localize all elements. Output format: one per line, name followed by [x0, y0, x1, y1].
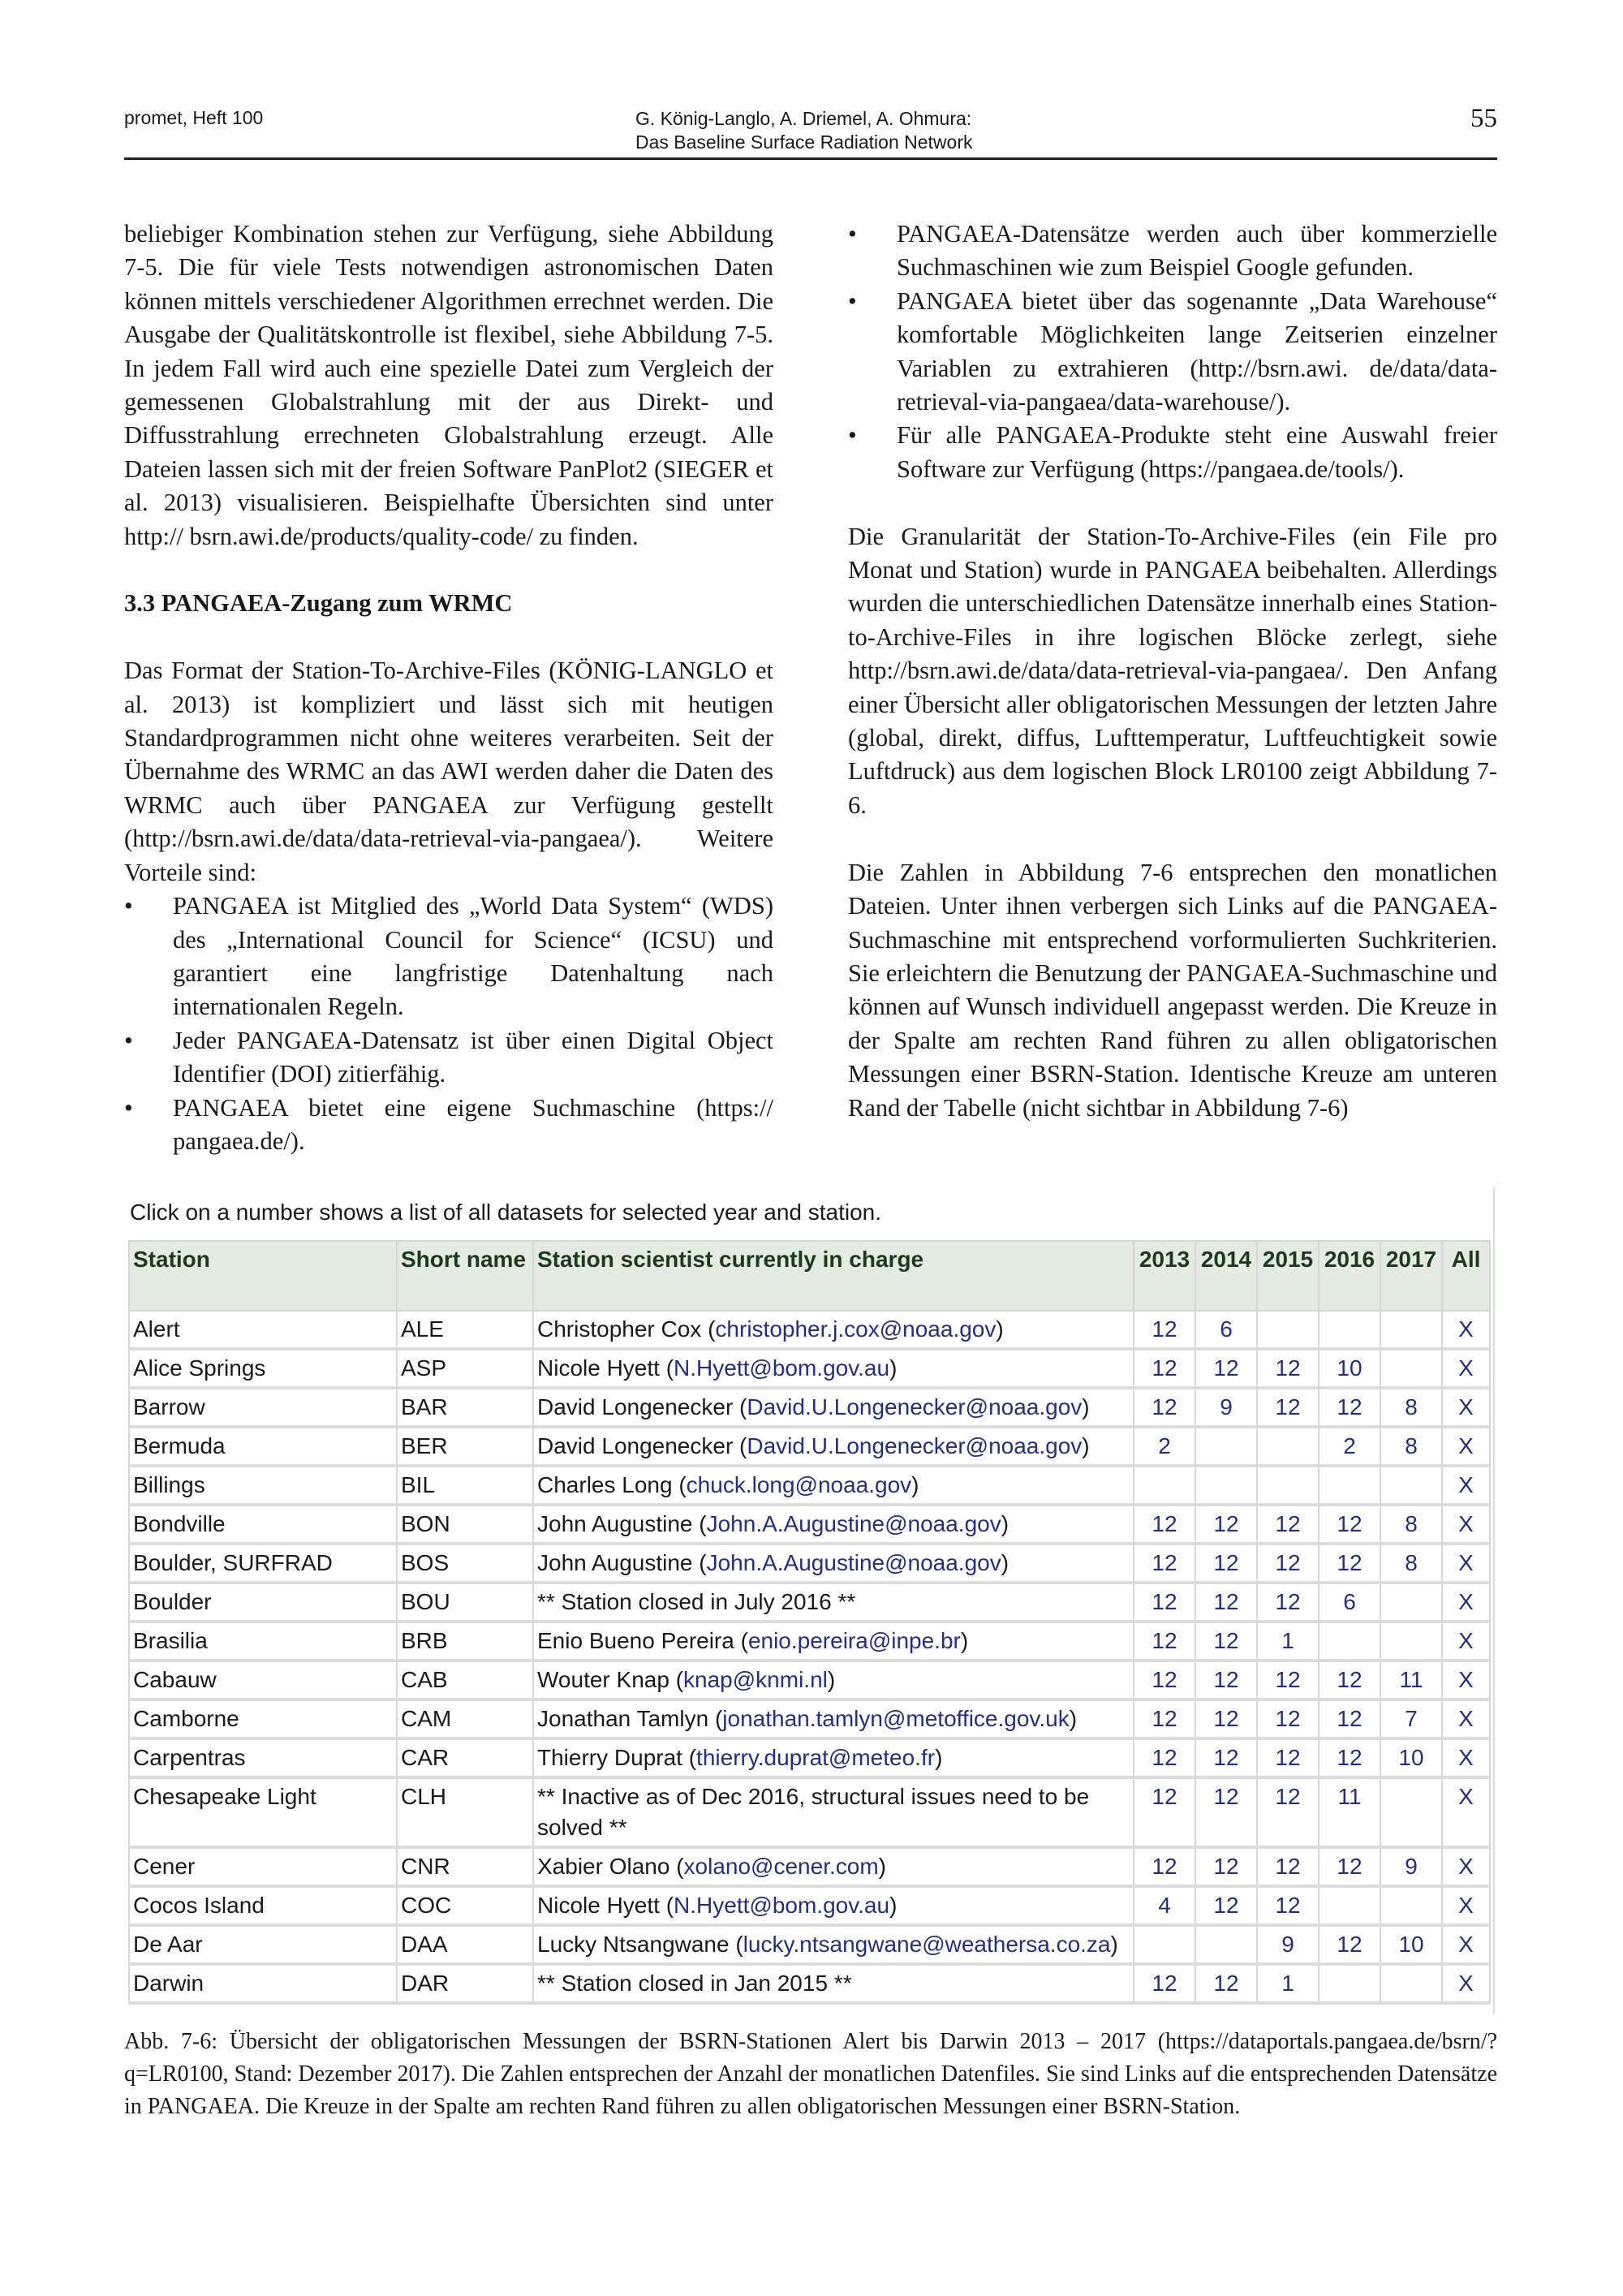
- station-short-name: BON: [397, 1505, 533, 1544]
- list-item: • Für alle PANGAEA-Produkte steht eine Auswahl freier Software zur Verfügung (https://pangaea.de/tools/).: [848, 419, 1497, 486]
- dataset-count-link: [1380, 1964, 1442, 2003]
- station-short-name: DAR: [397, 1964, 533, 2003]
- table-row: [129, 1505, 1490, 1544]
- dataset-count-link[interactable]: 12: [1257, 1583, 1319, 1622]
- figure-screenshot: [122, 1187, 1495, 2014]
- dataset-count-link[interactable]: 11: [1380, 1661, 1442, 1699]
- station-short-name: BIL: [397, 1466, 533, 1505]
- dataset-count-link: [1380, 1622, 1442, 1661]
- column-header: Short name: [397, 1241, 533, 1311]
- column-header: 2016: [1319, 1241, 1380, 1311]
- station-scientist: David Longenecker (David.U.Longenecker@noaa.gov): [533, 1388, 1134, 1427]
- all-datasets-link[interactable]: X: [1442, 1466, 1490, 1505]
- dataset-count-link[interactable]: 12: [1195, 1349, 1257, 1388]
- station-name: Chesapeake Light: [129, 1777, 397, 1847]
- table-row: [129, 1388, 1490, 1427]
- list-item: • Jeder PANGAEA-Datensatz ist über einen Digital Object Identifier (DOI) zitierfähig.: [124, 1024, 773, 1092]
- all-datasets-link[interactable]: X: [1442, 1777, 1490, 1847]
- dataset-count-link[interactable]: 12: [1195, 1544, 1257, 1583]
- dataset-count-link[interactable]: 12: [1319, 1661, 1380, 1699]
- dataset-count-link[interactable]: 9: [1257, 1925, 1319, 1964]
- dataset-count-link[interactable]: 12: [1134, 1847, 1195, 1886]
- all-datasets-link[interactable]: X: [1442, 1738, 1490, 1777]
- station-short-name: BAR: [397, 1388, 533, 1427]
- dataset-count-link: [1319, 1622, 1380, 1661]
- section-heading: 3.3 PANGAEA-Zugang zum WRMC: [124, 589, 513, 618]
- all-datasets-link[interactable]: X: [1442, 1661, 1490, 1699]
- column-header: Station: [129, 1241, 397, 1311]
- station-short-name: BOU: [397, 1583, 533, 1622]
- station-name: Camborne: [129, 1699, 397, 1738]
- header-authors: G. König-Langlo, A. Driemel, A. Ohmura:: [635, 108, 972, 129]
- station-scientist: John Augustine (John.A.Augustine@noaa.gov): [533, 1544, 1134, 1583]
- paragraph: Das Format der Station-To-Archive-Files (KÖNIG-LANGLO et al. 2013) ist kompliziert und lässt sich mit heutigen Standardprogrammen nicht ohne weiteres verarbeiten. Seit der Übernahme des WRMC an das AWI werden daher die Daten des WRMC auch über PANGAEA zur Verfügung gestellt (http://bsrn.awi.de/data/data-retrieval-via-pangaea/). Weitere Vorteile sind:: [124, 657, 773, 886]
- scientist-email-link[interactable]: lucky.ntsangwane@weathersa.co.za: [743, 1932, 1111, 1958]
- paragraph: Die Zahlen in Abbildung 7-6 entsprechen den monatlichen Dateien. Unter ihnen verbergen sich Links auf die PANGAEA-Suchmaschine mit entsprechend vorformulierten Suchkriterien. Sie erleichtern die Benutzung der PANGAEA-Suchmaschine und können auf Wunsch individuell angepasst werden. Die Kreuze in der Spalte am rechten Rand führen zu allen obligatorischen Messungen einer BSRN-Station. Identische Kreuze am unteren Rand der Tabelle (nicht sichtbar in Abbildung 7-6): [848, 858, 1497, 1122]
- scientist-email-link[interactable]: chuck.long@noaa.gov: [686, 1472, 912, 1498]
- scientist-name: Enio Bueno Pereira: [537, 1628, 734, 1654]
- dataset-count-link: [1319, 1886, 1380, 1925]
- dataset-count-link[interactable]: 12: [1257, 1544, 1319, 1583]
- station-scientist: Christopher Cox (christopher.j.cox@noaa.gov): [533, 1311, 1134, 1349]
- station-name: De Aar: [129, 1925, 397, 1964]
- all-datasets-link[interactable]: X: [1442, 1311, 1490, 1349]
- table-row: [129, 1544, 1490, 1583]
- column-header: 2017: [1380, 1241, 1442, 1311]
- dataset-count-link[interactable]: 6: [1319, 1583, 1380, 1622]
- dataset-count-link: [1134, 1925, 1195, 1964]
- two-column-body: [124, 218, 1497, 1158]
- dataset-count-link: [1319, 1466, 1380, 1505]
- scientist-email-link[interactable]: David.U.Longenecker@noaa.gov: [747, 1394, 1083, 1420]
- dataset-count-link[interactable]: 12: [1134, 1349, 1195, 1388]
- page-number: 55: [1470, 104, 1497, 133]
- dataset-count-link[interactable]: 10: [1380, 1925, 1442, 1964]
- dataset-count-link[interactable]: 12: [1134, 1622, 1195, 1661]
- station-note: ** Inactive as of Dec 2016, structural issues need to be solved **: [537, 1784, 1090, 1841]
- all-datasets-link[interactable]: X: [1442, 1925, 1490, 1964]
- dataset-count-link[interactable]: 12: [1257, 1777, 1319, 1847]
- table-row: [129, 1777, 1490, 1847]
- scientist-email-link[interactable]: David.U.Longenecker@noaa.gov: [747, 1433, 1083, 1459]
- dataset-count-link[interactable]: 12: [1195, 1661, 1257, 1699]
- station-name: Brasilia: [129, 1622, 397, 1661]
- dataset-count-link[interactable]: 8: [1380, 1427, 1442, 1466]
- dataset-count-link[interactable]: 12: [1134, 1505, 1195, 1544]
- dataset-count-link[interactable]: 8: [1380, 1544, 1442, 1583]
- station-scientist: David Longenecker (David.U.Longenecker@noaa.gov): [533, 1427, 1134, 1466]
- station-name: Alert: [129, 1311, 397, 1349]
- dataset-count-link[interactable]: 12: [1195, 1738, 1257, 1777]
- dataset-count-link[interactable]: 12: [1319, 1388, 1380, 1427]
- running-header: [124, 104, 1497, 160]
- dataset-count-link[interactable]: 10: [1380, 1738, 1442, 1777]
- dataset-count-link[interactable]: 12: [1134, 1738, 1195, 1777]
- dataset-count-link: [1319, 1964, 1380, 2003]
- all-datasets-link[interactable]: X: [1442, 1583, 1490, 1622]
- scientist-email-link[interactable]: enio.pereira@inpe.br: [747, 1628, 961, 1654]
- station-name: Cocos Island: [129, 1886, 397, 1925]
- table-row: [129, 1583, 1490, 1622]
- dataset-count-link: [1195, 1925, 1257, 1964]
- station-scientist: Jonathan Tamlyn (jonathan.tamlyn@metoffice.gov.uk): [533, 1699, 1134, 1738]
- dataset-count-link: [1319, 1311, 1380, 1349]
- dataset-count-link: [1257, 1466, 1319, 1505]
- dataset-count-link: [1134, 1466, 1195, 1505]
- dataset-count-link[interactable]: 12: [1319, 1505, 1380, 1544]
- station-table: [128, 1240, 1491, 2005]
- scientist-name: Nicole Hyett: [537, 1355, 660, 1381]
- dataset-count-link[interactable]: 8: [1380, 1388, 1442, 1427]
- station-short-name: CNR: [397, 1847, 533, 1886]
- scientist-email-link[interactable]: N.Hyett@bom.gov.au: [674, 1355, 890, 1381]
- column-header: 2014: [1195, 1241, 1257, 1311]
- station-scientist: Nicole Hyett (N.Hyett@bom.gov.au): [533, 1349, 1134, 1388]
- dataset-count-link[interactable]: 12: [1319, 1847, 1380, 1886]
- scientist-name: Thierry Duprat: [537, 1745, 682, 1771]
- table-note: Click on a number shows a list of all datasets for selected year and station.: [130, 1200, 882, 1226]
- dataset-count-link[interactable]: 10: [1319, 1349, 1380, 1388]
- dataset-count-link[interactable]: 9: [1380, 1847, 1442, 1886]
- dataset-count-link[interactable]: 12: [1195, 1847, 1257, 1886]
- dataset-count-link[interactable]: 8: [1380, 1505, 1442, 1544]
- station-name: Cabauw: [129, 1661, 397, 1699]
- all-datasets-link[interactable]: X: [1442, 1886, 1490, 1925]
- scientist-name: Charles Long: [537, 1472, 673, 1498]
- station-short-name: ASP: [397, 1349, 533, 1388]
- header-article-title: Das Baseline Surface Radiation Network: [635, 131, 973, 153]
- dataset-count-link[interactable]: 12: [1134, 1583, 1195, 1622]
- right-column: [848, 218, 1497, 1158]
- column-header: All: [1442, 1241, 1490, 1311]
- figure-caption: Abb. 7-6: Übersicht der obligatorischen Messungen der BSRN-Stationen Alert bis Darwin 2013 – 2017 (https://dataportals.pangaea.de/bsrn/?q=LR0100, Stand: Dezember 2017). Die Zahlen entsprechen der Anzahl der monatlichen Datenfiles. Sie sind Links auf die entsprechenden Datensätze in PANGAEA. Die Kreuze in der Spalte am rechten Rand führen zu allen obligatorischen Messungen einer BSRN-Station.: [124, 2029, 1497, 2120]
- all-datasets-link[interactable]: X: [1442, 1544, 1490, 1583]
- table-row: [129, 1427, 1490, 1466]
- table-row: [129, 1349, 1490, 1388]
- list-item: • PANGAEA bietet eine eigene Suchmaschine (https:// pangaea.de/).: [124, 1092, 773, 1159]
- dataset-count-link: [1380, 1583, 1442, 1622]
- dataset-count-link[interactable]: 1: [1257, 1622, 1319, 1661]
- table-header-row: [129, 1241, 1490, 1311]
- table-row: [129, 1925, 1490, 1964]
- dataset-count-link: [1195, 1427, 1257, 1466]
- station-short-name: CAB: [397, 1661, 533, 1699]
- journal-name: promet, Heft 100: [124, 107, 264, 128]
- dataset-count-link[interactable]: 12: [1134, 1388, 1195, 1427]
- scientist-name: Xabier Olano: [537, 1854, 670, 1880]
- paragraph: beliebiger Kombination stehen zur Verfügung, siehe Abbildung 7-5. Die für viele Tests notwendigen astronomischen Daten können mittels verschiedener Algorithmen errechnet werden. Die Ausgabe der Qualitätskontrolle ist flexibel, siehe Abbildung 7-5. In jedem Fall wird auch eine spezielle Datei zum Vergleich der gemessenen Globalstrahlung mit der aus Direkt- und Diffusstrahlung errechneten Globalstrahlung erzeugt. Alle Dateien lassen sich mit der freien Software PanPlot2 (SIEGER et al. 2013) visualisieren. Beispielhafte Übersichten sind unter http:// bsrn.awi.de/products/quality-code/ zu finden.: [124, 220, 773, 550]
- scientist-name: John Augustine: [537, 1511, 693, 1537]
- station-name: Cener: [129, 1847, 397, 1886]
- station-scientist: Enio Bueno Pereira (enio.pereira@inpe.br): [533, 1622, 1134, 1661]
- dataset-count-link[interactable]: 12: [1195, 1964, 1257, 2003]
- dataset-count-link: [1380, 1311, 1442, 1349]
- station-short-name: COC: [397, 1886, 533, 1925]
- dataset-count-link[interactable]: 12: [1257, 1661, 1319, 1699]
- dataset-count-link[interactable]: 12: [1257, 1388, 1319, 1427]
- table-row: [129, 1622, 1490, 1661]
- scientist-name: David Longenecker: [537, 1394, 734, 1420]
- table-row: [129, 1847, 1490, 1886]
- scientist-email-link[interactable]: christopher.j.cox@noaa.gov: [715, 1316, 997, 1342]
- dataset-count-link[interactable]: 1: [1257, 1964, 1319, 2003]
- column-header: 2015: [1257, 1241, 1319, 1311]
- station-short-name: DAA: [397, 1925, 533, 1964]
- dataset-count-link: [1257, 1311, 1319, 1349]
- bullet-list: [124, 890, 773, 1158]
- table-row: [129, 1886, 1490, 1925]
- all-datasets-link[interactable]: X: [1442, 1388, 1490, 1427]
- dataset-count-link[interactable]: 2: [1319, 1427, 1380, 1466]
- list-item: • PANGAEA bietet über das sogenannte „Data Warehouse“ komfortable Möglichkeiten lange Zeitserien einzelner Variablen zu extrahieren (http://bsrn.awi. de/data/data-retrieval-via-pangaea/data-warehouse/).: [848, 285, 1497, 420]
- dataset-count-link[interactable]: 2: [1134, 1427, 1195, 1466]
- scientist-email-link[interactable]: John.A.Augustine@noaa.gov: [706, 1550, 1001, 1576]
- dataset-count-link[interactable]: 12: [1134, 1699, 1195, 1738]
- scientist-email-link[interactable]: John.A.Augustine@noaa.gov: [706, 1511, 1001, 1537]
- dataset-count-link: [1380, 1886, 1442, 1925]
- all-datasets-link[interactable]: X: [1442, 1964, 1490, 2003]
- dataset-count-link[interactable]: 12: [1134, 1311, 1195, 1349]
- table-body: [129, 1311, 1490, 2003]
- scientist-email-link[interactable]: N.Hyett@bom.gov.au: [674, 1893, 890, 1919]
- scientist-name: Christopher Cox: [537, 1316, 702, 1342]
- dataset-count-link[interactable]: 12: [1134, 1661, 1195, 1699]
- station-name: Bermuda: [129, 1427, 397, 1466]
- station-scientist: Thierry Duprat (thierry.duprat@meteo.fr): [533, 1738, 1134, 1777]
- station-scientist: Charles Long (chuck.long@noaa.gov): [533, 1466, 1134, 1505]
- station-short-name: CAM: [397, 1699, 533, 1738]
- dataset-count-link[interactable]: 12: [1195, 1505, 1257, 1544]
- station-short-name: CLH: [397, 1777, 533, 1847]
- dataset-count-link[interactable]: 11: [1319, 1777, 1380, 1847]
- dataset-count-link[interactable]: 9: [1195, 1388, 1257, 1427]
- scientist-email-link[interactable]: knap@knmi.nl: [683, 1667, 828, 1693]
- station-short-name: ALE: [397, 1311, 533, 1349]
- table-row: [129, 1738, 1490, 1777]
- station-name: Darwin: [129, 1964, 397, 2003]
- bullet-list: [848, 218, 1497, 486]
- dataset-count-link: [1380, 1777, 1442, 1847]
- dataset-count-link: [1195, 1466, 1257, 1505]
- paragraph: Die Granularität der Station-To-Archive-Files (ein File pro Monat und Station) wurde in PANGAEA beibehalten. Allerdings wurden die unterschiedlichen Datensätze innerhalb eines Station-to-Archive-Files in ihre logischen Blöcke zerlegt, siehe http://bsrn.awi.de/data/data-retrieval-via-pangaea/. Den Anfang einer Übersicht aller obligatorischen Messungen der letzten Jahre (global, direkt, diffus, Lufttemperatur, Luftfeuchtigkeit sowie Luftdruck) aus dem logischen Block LR0100 zeigt Abbildung 7-6.: [848, 522, 1497, 819]
- dataset-count-link[interactable]: 12: [1257, 1886, 1319, 1925]
- scientist-name: Wouter Knap: [537, 1667, 669, 1693]
- dataset-count-link[interactable]: 12: [1257, 1349, 1319, 1388]
- dataset-count-link[interactable]: 12: [1319, 1738, 1380, 1777]
- station-name: Billings: [129, 1466, 397, 1505]
- station-scientist: Wouter Knap (knap@knmi.nl): [533, 1661, 1134, 1699]
- scientist-email-link[interactable]: thierry.duprat@meteo.fr: [696, 1745, 936, 1771]
- dataset-count-link[interactable]: 12: [1195, 1886, 1257, 1925]
- station-scientist: [533, 1964, 1134, 2003]
- station-note: ** Station closed in July 2016 **: [537, 1589, 856, 1615]
- table-row: [129, 1466, 1490, 1505]
- scientist-email-link[interactable]: xolano@cener.com: [683, 1854, 879, 1880]
- all-datasets-link[interactable]: X: [1442, 1427, 1490, 1466]
- table-row: [129, 1964, 1490, 2003]
- scientist-name: Nicole Hyett: [537, 1893, 660, 1919]
- table-row: [129, 1311, 1490, 1349]
- station-name: Boulder, SURFRAD: [129, 1544, 397, 1583]
- station-name: Carpentras: [129, 1738, 397, 1777]
- all-datasets-link[interactable]: X: [1442, 1699, 1490, 1738]
- station-short-name: CAR: [397, 1738, 533, 1777]
- column-header: Station scientist currently in charge: [533, 1241, 1134, 1311]
- station-short-name: BOS: [397, 1544, 533, 1583]
- station-scientist: [533, 1777, 1134, 1847]
- dataset-count-link[interactable]: 4: [1134, 1886, 1195, 1925]
- column-header: 2013: [1134, 1241, 1195, 1311]
- list-item: • PANGAEA-Datensätze werden auch über kommerzielle Suchmaschinen wie zum Beispiel Google gefunden.: [848, 218, 1497, 285]
- dataset-count-link[interactable]: 12: [1134, 1964, 1195, 2003]
- dataset-count-link[interactable]: 12: [1257, 1699, 1319, 1738]
- scientist-name: David Longenecker: [537, 1433, 734, 1459]
- station-scientist: Xabier Olano (xolano@cener.com): [533, 1847, 1134, 1886]
- station-scientist: Lucky Ntsangwane (lucky.ntsangwane@weathersa.co.za): [533, 1925, 1134, 1964]
- table-row: [129, 1661, 1490, 1699]
- dataset-count-link[interactable]: 12: [1257, 1505, 1319, 1544]
- table-row: [129, 1699, 1490, 1738]
- dataset-count-link[interactable]: 12: [1134, 1777, 1195, 1847]
- station-short-name: BRB: [397, 1622, 533, 1661]
- dataset-count-link[interactable]: 6: [1195, 1311, 1257, 1349]
- station-name: Bondville: [129, 1505, 397, 1544]
- station-scientist: John Augustine (John.A.Augustine@noaa.gov): [533, 1505, 1134, 1544]
- dataset-count-link: [1257, 1427, 1319, 1466]
- list-item: • PANGAEA ist Mitglied des „World Data System“ (WDS) des „International Council for Science“ (ICSU) und garantiert eine langfristige Datenhaltung nach internationalen Regeln.: [124, 890, 773, 1024]
- dataset-count-link[interactable]: 12: [1319, 1925, 1380, 1964]
- left-column: [124, 218, 773, 1158]
- dataset-count-link[interactable]: 12: [1257, 1847, 1319, 1886]
- all-datasets-link[interactable]: X: [1442, 1847, 1490, 1886]
- dataset-count-link[interactable]: 12: [1195, 1777, 1257, 1847]
- dataset-count-link[interactable]: 7: [1380, 1699, 1442, 1738]
- dataset-count-link[interactable]: 12: [1319, 1699, 1380, 1738]
- station-note: ** Station closed in Jan 2015 **: [537, 1971, 852, 1997]
- all-datasets-link[interactable]: X: [1442, 1622, 1490, 1661]
- dataset-count-link[interactable]: 12: [1195, 1583, 1257, 1622]
- station-name: Alice Springs: [129, 1349, 397, 1388]
- dataset-count-link[interactable]: 12: [1257, 1738, 1319, 1777]
- scientist-email-link[interactable]: jonathan.tamlyn@metoffice.gov.uk: [722, 1706, 1070, 1732]
- all-datasets-link[interactable]: X: [1442, 1505, 1490, 1544]
- dataset-count-link: [1380, 1349, 1442, 1388]
- dataset-count-link[interactable]: 12: [1195, 1622, 1257, 1661]
- station-name: Barrow: [129, 1388, 397, 1427]
- dataset-count-link[interactable]: 12: [1319, 1544, 1380, 1583]
- scientist-name: John Augustine: [537, 1550, 693, 1576]
- station-name: Boulder: [129, 1583, 397, 1622]
- scientist-name: Lucky Ntsangwane: [537, 1932, 730, 1958]
- station-scientist: [533, 1583, 1134, 1622]
- station-scientist: Nicole Hyett (N.Hyett@bom.gov.au): [533, 1886, 1134, 1925]
- scientist-name: Jonathan Tamlyn: [537, 1706, 709, 1732]
- dataset-count-link[interactable]: 12: [1195, 1699, 1257, 1738]
- dataset-count-link: [1380, 1466, 1442, 1505]
- all-datasets-link[interactable]: X: [1442, 1349, 1490, 1388]
- dataset-count-link[interactable]: 12: [1134, 1544, 1195, 1583]
- header-authors-title: [635, 107, 972, 154]
- station-short-name: BER: [397, 1427, 533, 1466]
